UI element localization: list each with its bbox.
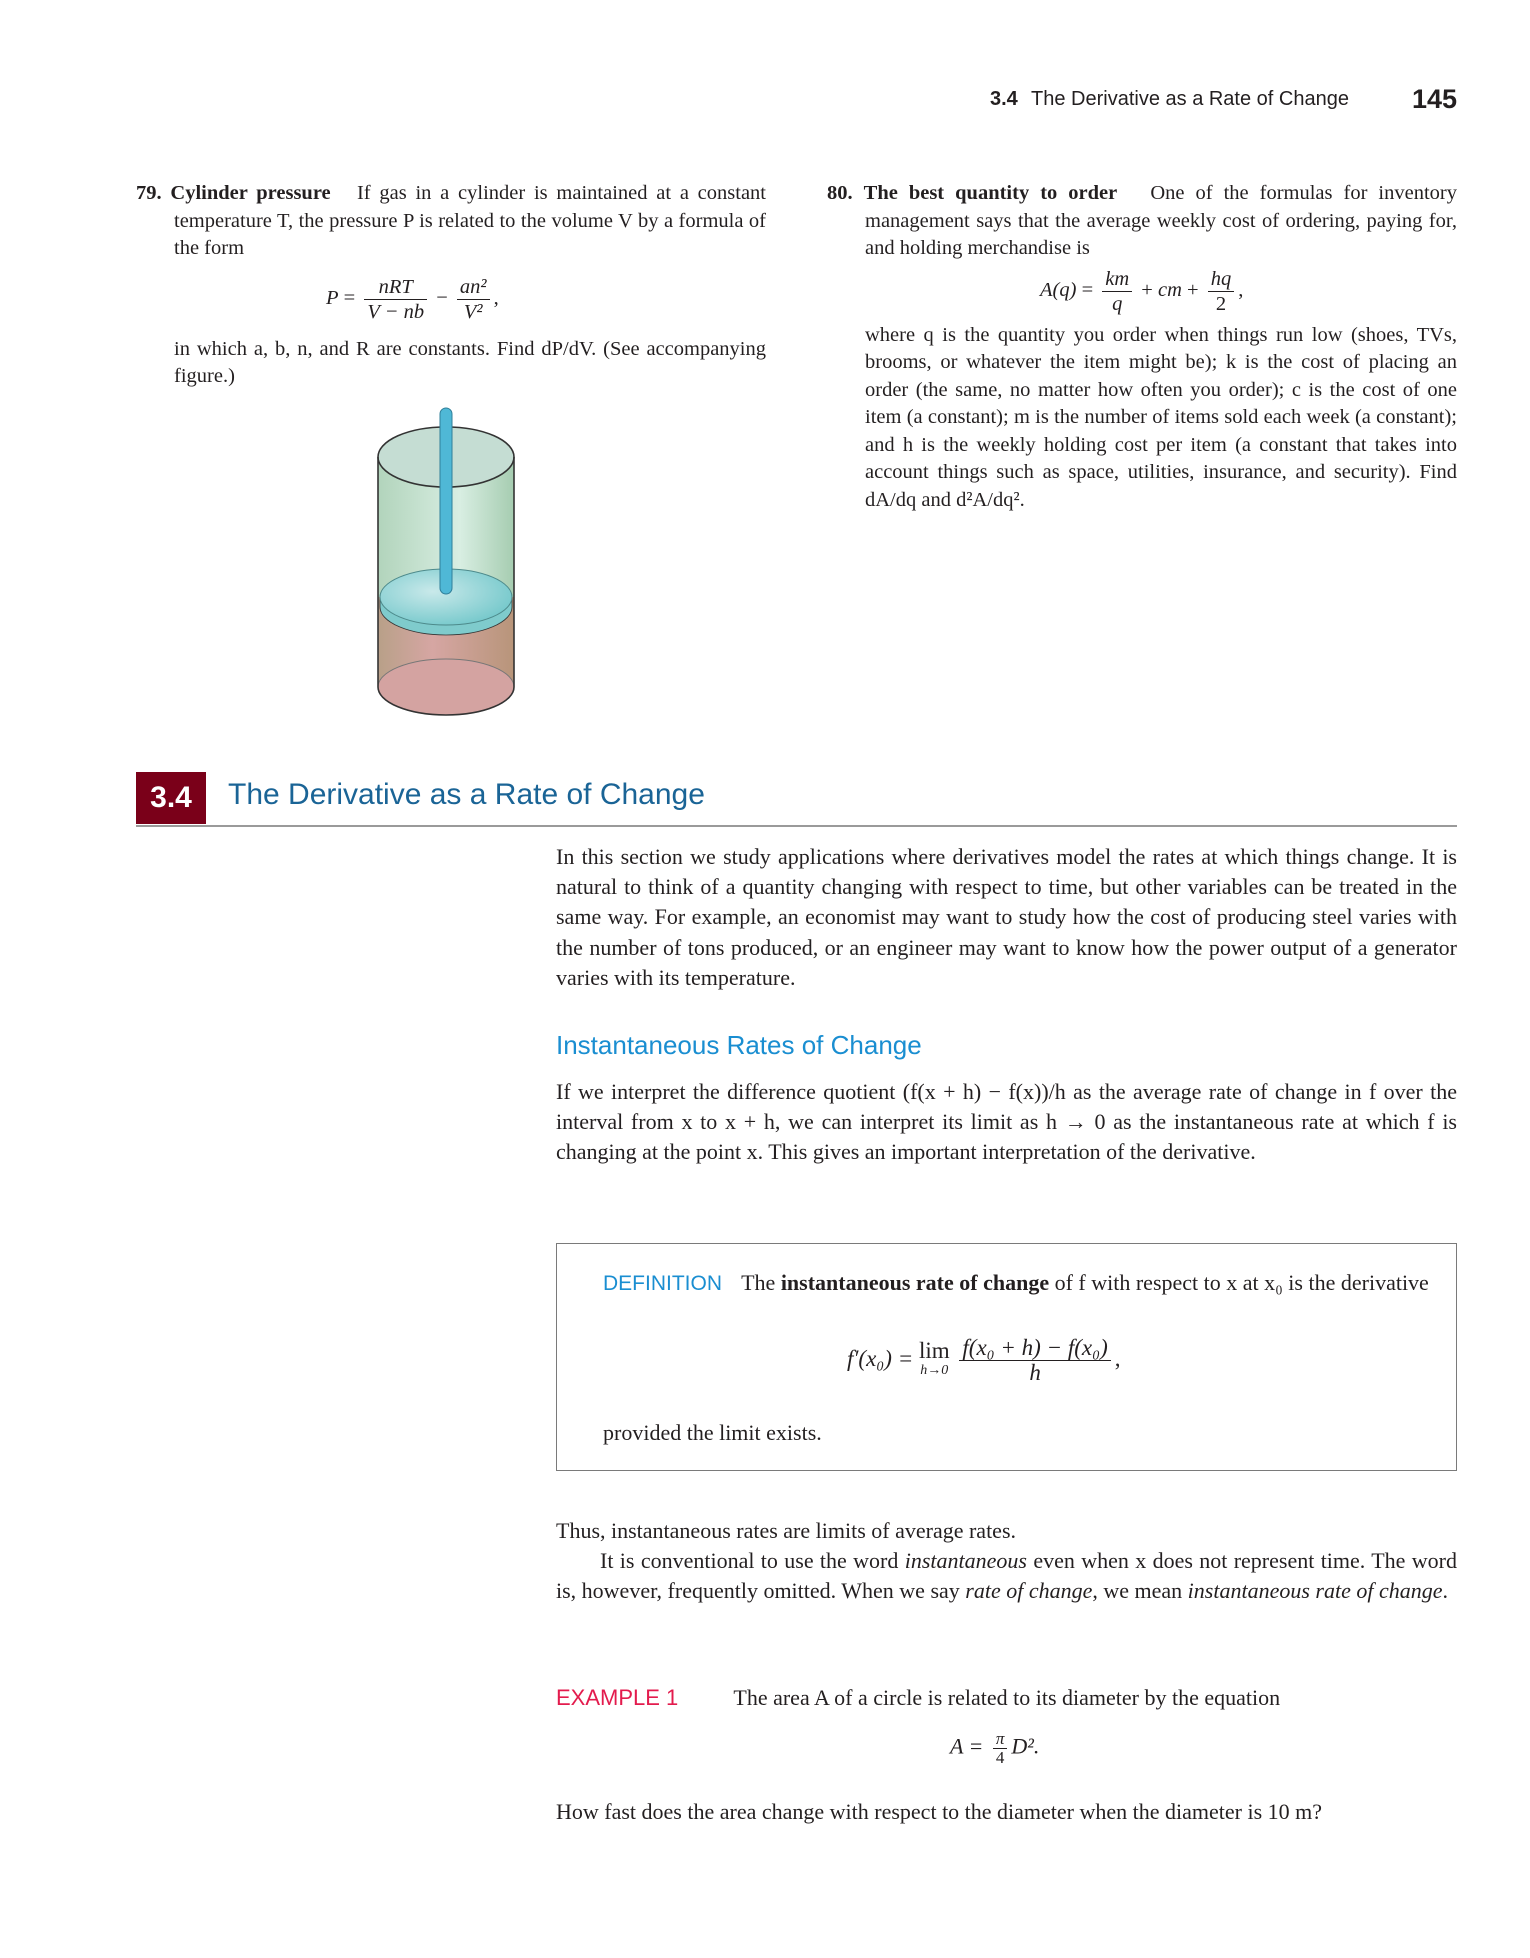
fraction — [993, 1730, 1008, 1767]
numerator: an² — [457, 275, 490, 300]
numerator: π — [993, 1730, 1008, 1749]
definition-box — [556, 1243, 1457, 1471]
example-1-formula — [950, 1730, 1039, 1767]
text: even when x does not represent time. The word is, however, frequently omitted. When we say — [556, 1548, 1458, 1604]
exercise-79-text-1: If gas in a cylinder is maintained at a constant temperature T, the pressure P is related to the volume V by a formula of the form — [174, 182, 766, 259]
formula-rhs: D². — [1011, 1733, 1040, 1759]
fraction — [1208, 267, 1235, 316]
denominator: V² — [463, 300, 483, 323]
example-text: The area A of a circle is related to its diameter by the equation — [733, 1685, 1281, 1710]
exercise-79-number: 79. — [136, 182, 162, 204]
formula-lhs: P — [326, 286, 339, 309]
numerator: hq — [1208, 267, 1235, 292]
exercise-79-title: Cylinder pressure — [170, 182, 331, 204]
text: It is conventional to use the word — [600, 1548, 899, 1574]
running-head-section-number: 3.4 — [990, 88, 1018, 110]
exercise-80-text-2: where q is the quantity you order when things run low (shoes, TVs, brooms, or whatever the item might be); k is the cost of placing an order (the same, no matter how often you order); c is the cost of one item (a constant); m is the number of items sold each week (a constant); and h is the weekly holding cost per item (a constant that takes into account things such as space, utilities, insurance, and security). Find dA/dq and d²A/dq². — [865, 323, 1457, 511]
section-number-badge: 3.4 — [136, 772, 206, 824]
emphasis: instantaneous rate of change — [1187, 1578, 1443, 1604]
example-1-question: How fast does the area change with respect to the diameter when the diameter is 10 m? — [556, 1799, 1323, 1824]
exercise-80-formula: A(q) = $\frac{km}{q}$ + cm + $\frac{hq}{2}$ , — [1040, 267, 1244, 315]
denominator: 2 — [1215, 292, 1227, 315]
definition-text-pre: The — [741, 1270, 776, 1295]
page-number: 145 — [1412, 84, 1458, 114]
running-head — [990, 88, 1349, 111]
denominator: V − nb — [367, 300, 425, 323]
emphasis: instantaneous — [904, 1548, 1027, 1574]
paragraph-3 — [556, 1516, 1457, 1607]
text: , we mean — [1092, 1578, 1183, 1604]
definition-text-post: of f with respect to x at x₀ is the derivative — [1054, 1270, 1429, 1295]
denominator: h — [1029, 1360, 1041, 1385]
paragraph-3-line-1: Thus, instantaneous rates are limits of average rates. — [556, 1518, 1017, 1543]
fraction — [959, 1336, 1110, 1385]
definition-provided: provided the limit exists. — [603, 1420, 822, 1445]
lim-text: lim — [918, 1337, 950, 1363]
definition-formula: f′(x₀) = lim h→0 $\frac{\text{f(x₀ + h) − f(x₀)}}{h}$ , — [847, 1335, 1121, 1385]
paragraph-3-body — [556, 1546, 1457, 1606]
piston-cylinder-figure — [370, 402, 520, 722]
numerator: f(x₀ + h) − f(x₀) — [959, 1336, 1110, 1361]
exercise-80-number: 80. — [827, 182, 853, 204]
section-rule — [136, 825, 1457, 827]
exercise-79 — [136, 180, 766, 391]
formula-term: cm — [1157, 278, 1182, 301]
exercise-80-text-1: One of the formulas for inventory management says that the average weekly cost of ordering, paying for, and holding merchandise is — [865, 182, 1458, 259]
limit-operator — [918, 1337, 950, 1381]
denominator: 4 — [995, 1748, 1005, 1767]
running-head-title: The Derivative as a Rate of Change — [1031, 88, 1349, 110]
fraction — [457, 275, 490, 324]
text: . — [1442, 1578, 1448, 1604]
exercise-80 — [827, 180, 1457, 514]
subsection-paragraph: If we interpret the difference quotient (f(x + h) − f(x))/h as the average rate of change in f over the interval from x to x + h, we can interpret its limit as h → 0 as the instantaneous rate at which f is changing at the point x. This gives an important interpretation of the derivative. — [556, 1079, 1457, 1165]
definition-term: instantaneous rate of change — [780, 1270, 1050, 1295]
fraction — [364, 275, 427, 324]
exercise-79-formula: P = $\frac{\text{nRT}}{V - nb}$ − $\frac{\text{an²}}{\text{V²}}$ , — [326, 275, 499, 323]
example-label: EXAMPLE 1 — [556, 1685, 679, 1710]
denominator: q — [1112, 292, 1123, 315]
fraction — [1102, 267, 1132, 316]
formula-lhs: A(q) — [1040, 278, 1077, 301]
numerator: km — [1102, 267, 1132, 292]
example-1 — [556, 1683, 1457, 1713]
formula-lhs: f′(x₀) = — [847, 1345, 914, 1371]
numerator: nRT — [364, 275, 427, 300]
exercise-79-text-2: in which a, b, n, and R are constants. Find dP/dV. (See accompanying figure.) — [174, 337, 766, 387]
definition-text — [603, 1268, 1433, 1299]
section-title: The Derivative as a Rate of Change — [228, 778, 705, 811]
subsection-title: Instantaneous Rates of Change — [556, 1030, 922, 1060]
lim-subscript: h→0 — [920, 1362, 949, 1378]
section-intro: In this section we study applications where derivatives model the rates at which things change. It is natural to think of a quantity changing with respect to time, but other variables can be treated in the same way. For example, an economist may want to study how the cost of producing steel varies with the number of tons produced, or an engineer may want to know how the power output of a generator varies with its temperature. — [556, 844, 1457, 990]
emphasis: rate of change — [965, 1578, 1093, 1604]
definition-label: DEFINITION — [603, 1272, 722, 1295]
formula-lhs: A = — [950, 1733, 984, 1759]
piston-rod — [440, 408, 452, 594]
exercise-80-title: The best quantity to order — [863, 182, 1118, 204]
